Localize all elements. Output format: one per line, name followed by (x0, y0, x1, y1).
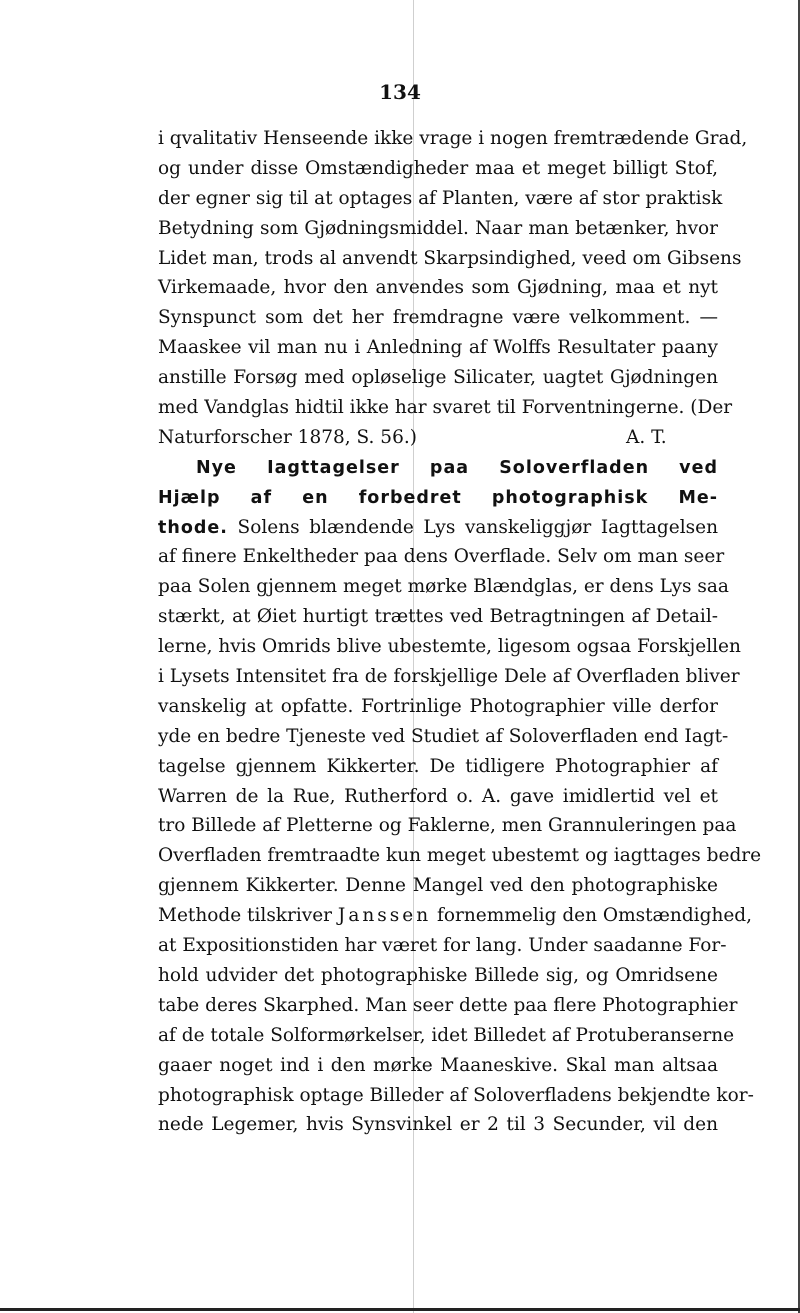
text-line: paa Solen gjennem meget mørke Blændglas, er dens Lys saa (158, 576, 729, 598)
text-line: Warren de la Rue, Rutherford o. A. gave imidlertid vel et (158, 785, 718, 807)
author-signature: A. T. (626, 426, 667, 448)
text-line: at Expositionstiden har været for lang. Under saadanne For- (158, 935, 727, 957)
text-line: tro Billede af Pletterne og Faklerne, men Grannuleringen paa (158, 815, 737, 837)
article-heading: Hjælp af en forbedret photographisk Me- (158, 487, 718, 508)
text-line: af de totale Solformørkelser, idet Billedet af Protuberanserne (158, 1024, 735, 1046)
text-line: tagelse gjennem Kikkerter. De tidligere Photographier af (158, 755, 718, 777)
text-line: Lidet man, trods al anvendt Skarpsindighed, veed om Gibsens (158, 247, 742, 269)
text-line: der egner sig til at optages af Planten, være af stor praktisk (158, 187, 723, 209)
article-heading: Nye Iagttagelser paa Soloverfladen ved (196, 457, 718, 478)
text-line: af finere Enkeltheder paa dens Overflade. Selv om man seer (158, 546, 725, 568)
text-fragment: Methode tilskriver (158, 905, 333, 927)
text-line (158, 901, 753, 931)
text-line: Overfladen fremtraadte kun meget ubestemt og iagttages bedre (158, 845, 762, 867)
person-name: Janssen (337, 905, 432, 927)
text-line: tabe deres Skarphed. Man seer dette paa flere Photographier (158, 994, 738, 1016)
article-heading-line (158, 453, 718, 483)
text-line: Betydning som Gjødningsmiddel. Naar man betænker, hvor (158, 217, 718, 239)
text-line: Synspunct som det her fremdragne være velkomment. — (158, 307, 718, 329)
text-line: lerne, hvis Omrids blive ubestemte, ligesom ogsaa Forskjellen (158, 636, 741, 658)
article-heading-line (158, 483, 718, 513)
page-bottom-edge (0, 1308, 800, 1311)
text-line: i Lysets Intensitet fra de forskjellige Dele af Overfladen bliver (158, 666, 740, 688)
text-line: photographisk optage Billeder af Soloverfladens bekjendte kor- (158, 1084, 754, 1106)
text-line: hold udvider det photographiske Billede sig, og Omridsene (158, 964, 718, 986)
text-line: gjennem Kikkerter. Denne Mangel ved den photographiske (158, 875, 718, 897)
citation: Naturforscher 1878, S. 56.) (158, 426, 417, 448)
text-fragment: Solens blændende Lys vanskeliggjør Iagttagelsen (227, 516, 718, 538)
body-text (158, 124, 762, 1140)
text-line (158, 513, 718, 543)
text-line: med Vandglas hidtil ikke har svaret til Forventningerne. (Der (158, 397, 733, 419)
article-heading-end: thode. (158, 517, 228, 538)
text-line: gaaer noget ind i den mørke Maaneskive. Skal man altsaa (158, 1054, 718, 1076)
text-line: stærkt, at Øiet hurtigt trættes ved Betragtningen af Detail- (158, 606, 718, 628)
text-line: yde en bedre Tjeneste ved Studiet af Soloverfladen end Iagt- (158, 725, 729, 747)
text-line: og under disse Omstændigheder maa et meget billigt Stof, (158, 157, 718, 179)
text-line: Virkemaade, hvor den anvendes som Gjødning, maa et nyt (158, 277, 718, 299)
text-line: vanskelig at opfatte. Fortrinlige Photographier ville derfor (158, 695, 718, 717)
text-line-with-signature (158, 423, 718, 453)
page-number: 134 (379, 80, 421, 104)
text-line: Maaskee vil man nu i Anledning af Wolffs Resultater paany (158, 337, 718, 359)
text-line: anstille Forsøg med opløselige Silicater, uagtet Gjødningen (158, 367, 718, 389)
text-line: i qvalitativ Henseende ikke vrage i nogen fremtrædende Grad, (158, 128, 748, 149)
text-fragment: fornemmelig den Omstændighed, (437, 905, 753, 927)
text-line: nede Legemer, hvis Synsvinkel er 2 til 3 Secunder, vil den (158, 1114, 718, 1136)
